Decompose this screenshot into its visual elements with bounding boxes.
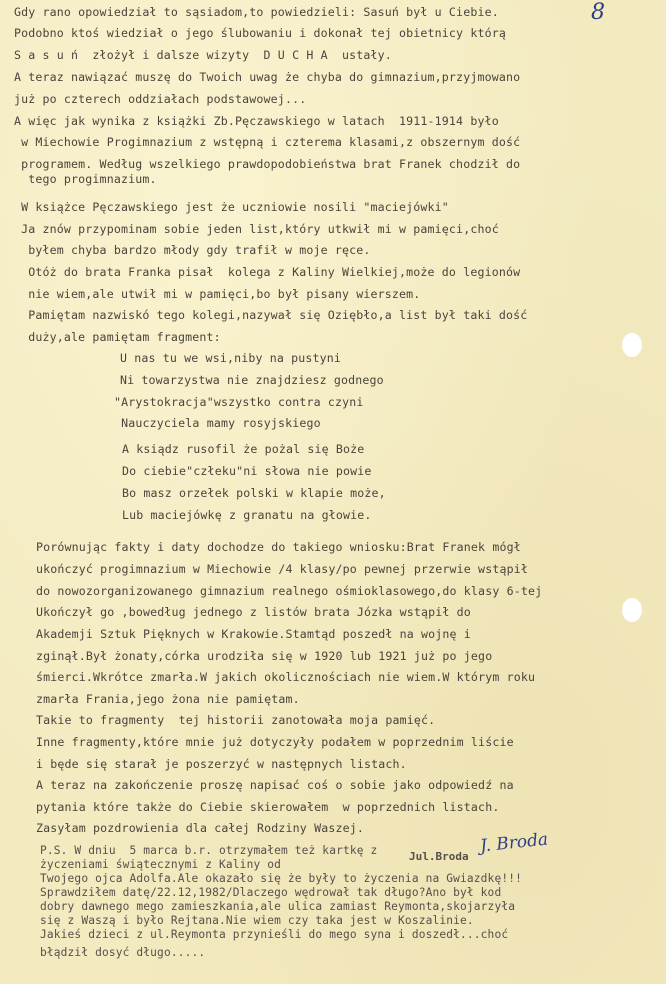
text-line: ukończyć progimnazium w Miechowie /4 klasy/po pewnej przerwie wstąpił	[36, 562, 528, 576]
text-line: byłem chyba bardzo młody gdy trafił w moje ręce.	[14, 243, 371, 257]
text-line: nie wiem,ale utwił mi w pamięci,bo był pisany wierszem.	[14, 287, 421, 301]
handwritten-signature: J. Broda	[479, 829, 550, 857]
ps-line: życzeniami świątecznymi z Kaliny od	[40, 858, 281, 871]
poem-line: A ksiądz rusofil że pożal się Boże	[122, 442, 365, 456]
text-line: W książce Pęczawskiego jest że uczniowie nosili "maciejówki"	[14, 200, 449, 214]
text-line: już po czterech oddziałach podstawowej...	[14, 92, 307, 106]
text-line: Zasyłam pozdrowienia dla całej Rodziny Waszej.	[36, 821, 364, 835]
poem-line: "Arystokracja"wszystko contra czyni	[114, 395, 364, 409]
ps-line: Twojego ojca Adolfa.Ale okazało się że były to życzenia na Gwiazdkę!!!	[40, 872, 522, 885]
text-line: tego progimnazium.	[14, 172, 157, 186]
text-line: śmierci.Wkrótce zmarła.W jakich okolicznościach nie wiem.W którym roku	[36, 670, 536, 684]
text-line: duży,ale pamiętam fragment:	[14, 330, 221, 344]
text-line: pytania które także do Ciebie skierowałem w poprzednich listach.	[36, 800, 500, 814]
text-line: Ja znów przypominam sobie jeden list,który utkwił mi w pamięci,choć	[14, 222, 499, 236]
text-line: zmarła Frania,jego żona nie pamiętam.	[36, 692, 300, 706]
text-line: A teraz nawiązać muszę do Twoich uwag że chyba do gimnazium,przyjmowano	[14, 70, 521, 84]
text-line: i będe się starał je poszerzyć w następnych listach.	[36, 757, 407, 771]
text-line: w Miechowie Progimnazium z wstępną i czterema klasami,z obszernym dość	[14, 135, 521, 149]
punch-hole	[622, 333, 642, 357]
text-line: S a s u ń złożył i dalsze wizyty D U C H A ustały.	[14, 48, 392, 62]
poem-line: Nauczyciela mamy rosyjskiego	[114, 416, 321, 430]
text-line: do nowozorganizowanego gimnazium realnego ośmioklasowego,do klasy 6-tej	[36, 584, 543, 598]
ps-line: Jakieś dzieci z ul.Reymonta przynieśli do mego syna i doszedł...choć	[40, 928, 509, 941]
text-line: Otóż do brata Franka pisał kolega z Kaliny Wielkiej,może do legionów	[14, 265, 521, 279]
poem-line: Bo masz orzełek polski w klapie może,	[122, 486, 386, 500]
punch-hole	[622, 598, 642, 622]
poem-line: Lub maciejówkę z granatu na głowie.	[122, 508, 372, 522]
ps-line: błądził dosyć długo.....	[40, 946, 206, 959]
typed-signature: Jul.Broda	[409, 850, 469, 863]
poem-line: Ni towarzystwa nie znajdziesz godnego	[120, 373, 384, 387]
text-line: A więc jak wynika z książki Zb.Pęczawskiego w latach 1911-1914 było	[14, 114, 499, 128]
text-line: Ukończył go ,bowedług jednego z listów brata Józka wstąpił do	[36, 605, 471, 619]
poem-line: U nas tu we wsi,niby na pustyni	[120, 351, 342, 365]
text-line: programem. Według wszelkiego prawdopodobieństwa brat Franek chodził do	[14, 157, 521, 171]
page-number: 8	[591, 0, 605, 25]
ps-line: się z Waszą i było Rejtana.Nie wiem czy taka jest w Koszalinie.	[40, 914, 474, 927]
poem-line: Do ciebie"człeku"ni słowa nie powie	[122, 464, 372, 478]
text-line: zginął.Był żonaty,córka urodziła się w 1920 lub 1921 już po jego	[36, 649, 493, 663]
text-line: Takie to fragmenty tej historii zanotowała moja pamięć.	[36, 713, 436, 727]
ps-line: Sprawdziłem datę/22.12,1982/Dlaczego wędrował tak długo?Ano był kod	[40, 886, 502, 899]
text-line: A teraz na zakończenie proszę napisać coś o sobie jako odpowiedź na	[36, 778, 514, 792]
text-line: Podobno ktoś wiedział o jego ślubowaniu i dokonał tej obietnicy którą	[14, 26, 506, 40]
ps-line: dobry dawnego mego zamieszkania,ale ulica zamiast Reymonta,skojarzyła	[40, 900, 516, 913]
text-line: Porównując fakty i daty dochodze do takiego wniosku:Brat Franek mógł	[36, 540, 521, 554]
text-line: Pamiętam nazwiskó tego kolegi,nazywał się Oziębło,a list był taki dość	[14, 308, 528, 322]
text-line: Akademji Sztuk Pięknych w Krakowie.Stamtąd poszedł na wojnę i	[36, 627, 471, 641]
ps-line: P.S. W dniu 5 marca b.r. otrzymałem też kartkę z	[40, 844, 378, 857]
text-line: Gdy rano opowiedział to sąsiadom,to powiedzieli: Sasuń był u Ciebie.	[14, 5, 499, 19]
text-line: Inne fragmenty,które mnie już dotyczyły podałem w poprzednim liście	[36, 735, 514, 749]
